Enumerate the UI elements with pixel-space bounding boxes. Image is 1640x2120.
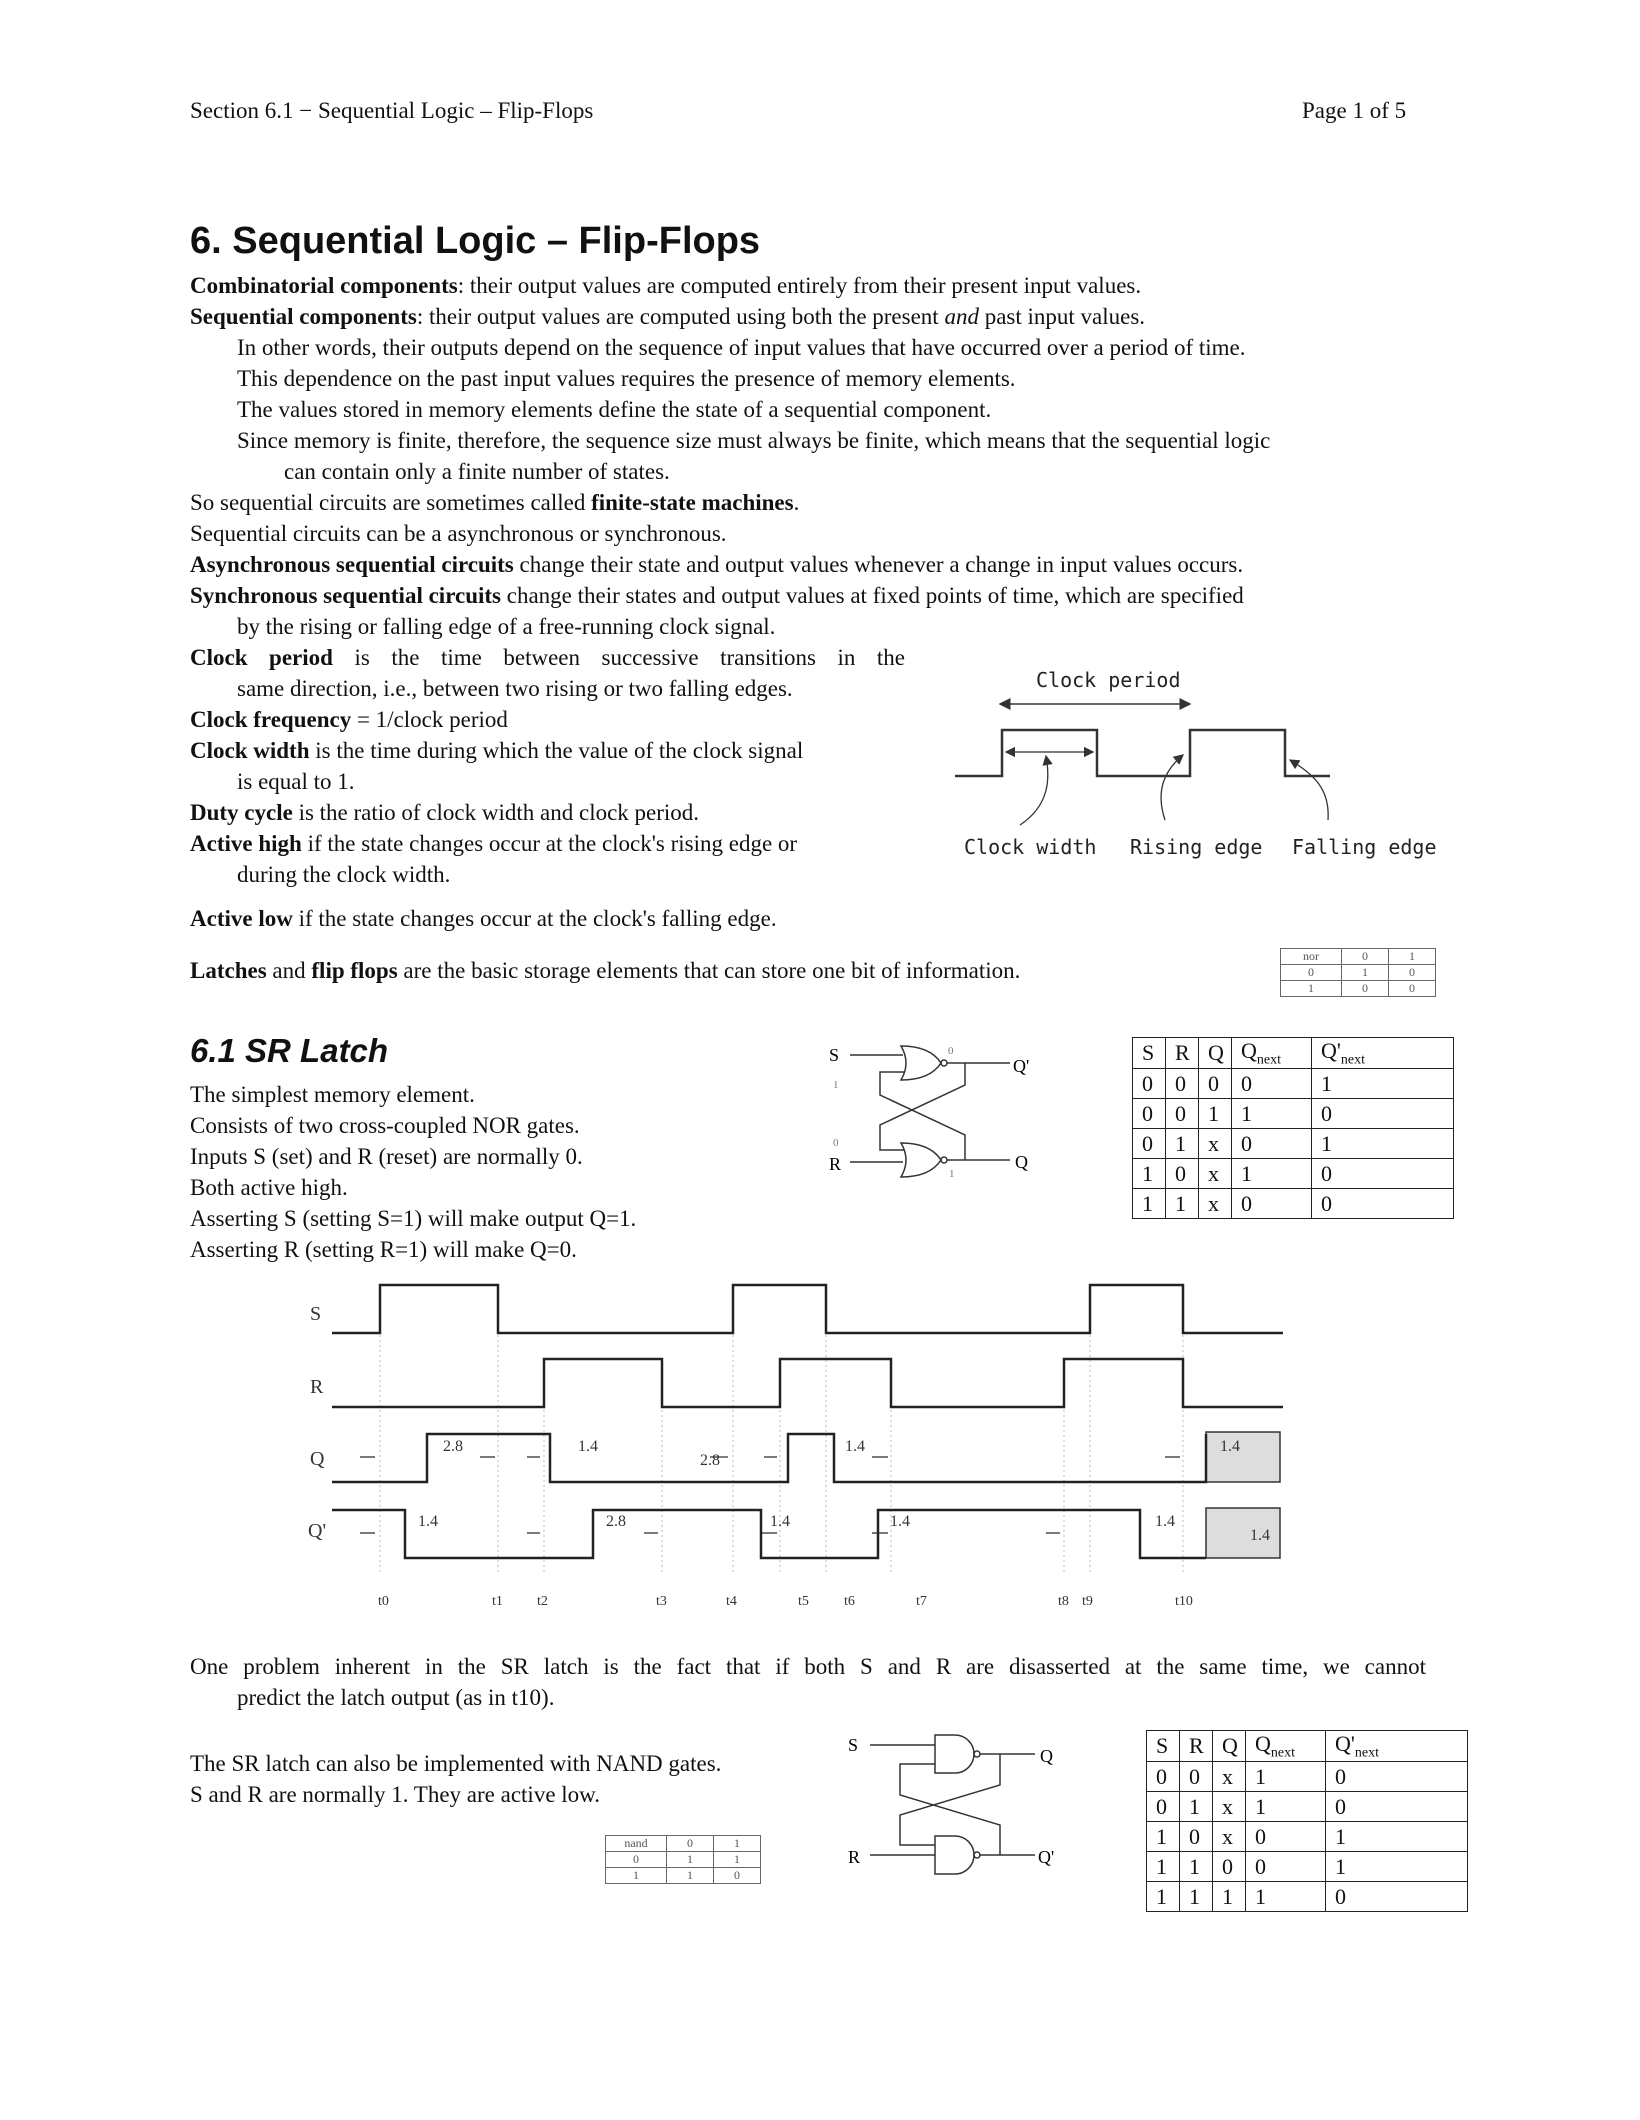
delay-label: 2.8 — [700, 1452, 720, 1469]
nor-bit-label: 1 — [833, 1079, 839, 1091]
active-low-def: Active low if the state changes occur at the clock's falling edge. — [190, 906, 777, 931]
clock-period-label: Clock period — [1036, 668, 1181, 692]
time-label: t10 — [1175, 1594, 1193, 1609]
nor-bit-label: 0 — [833, 1137, 839, 1149]
clock-width-def: Clock width is the time during which the value of the clock signal — [190, 738, 804, 763]
table-row: 0 0 1 1 0 — [1133, 1099, 1454, 1129]
nand-gate-top — [935, 1735, 974, 1773]
delay-label: 1.4 — [770, 1513, 790, 1530]
rising-edge-label: Rising edge — [1130, 835, 1263, 859]
s-waveform — [332, 1285, 1283, 1333]
clock-period-def: Clock period is the time between successive transitions in the — [190, 645, 905, 670]
table-row: 0 1 x 1 0 — [1147, 1792, 1468, 1822]
falling-edge-label: Falling edge — [1292, 835, 1437, 859]
time-label: t8 — [1058, 1594, 1069, 1609]
intro-line: Sequential circuits can be a asynchronous or synchronous. — [190, 521, 727, 546]
nand-description — [190, 1748, 721, 1810]
nand-line: The SR latch can also be implemented with NAND gates. — [190, 1751, 722, 1776]
latches-sentence: Latches and flip flops are the basic storage elements that can store one bit of information. — [190, 958, 1021, 983]
time-label: t3 — [656, 1594, 667, 1609]
sr-line: Inputs S (set) and R (reset) are normally 0. — [190, 1144, 583, 1169]
intro-line: Asynchronous sequential circuits change their state and output values whenever a change in input values occurs. — [190, 552, 1244, 577]
table-row: 0 1 x 0 1 — [1133, 1129, 1454, 1159]
nand-latch-circuit — [840, 1730, 1080, 1880]
delay-label: 1.4 — [1155, 1513, 1175, 1530]
signal-label: S — [310, 1303, 322, 1325]
r-waveform — [332, 1359, 1283, 1407]
table-header: S R Q $Q_{next}$ $Q'_{next}$ — [1147, 1731, 1468, 1762]
nand-q-label: Q — [1040, 1746, 1053, 1766]
nor-bit-label: 0 — [948, 1045, 954, 1057]
sr-line: Consists of two cross-coupled NOR gates. — [190, 1113, 580, 1138]
nand-qp-label: Q' — [1038, 1847, 1055, 1867]
timing-diagram — [300, 1275, 1300, 1615]
nor-truth-table: nor 0 1 0 1 0 1 0 0 — [1280, 948, 1436, 997]
running-header: Section 6.1 − Sequential Logic – Flip-Flops — [190, 98, 594, 123]
nor-bit-label: 1 — [949, 1168, 955, 1180]
delay-label: 2.8 — [443, 1438, 463, 1455]
table-row: 1 1 x 0 0 — [1133, 1189, 1454, 1219]
nor-gate-top — [901, 1046, 941, 1080]
table-header: S R Q $Q_{next}$ $Q'_{next}$ — [1133, 1038, 1454, 1069]
time-label: t7 — [916, 1594, 927, 1609]
nor-latch-circuit — [815, 1040, 1055, 1190]
time-label: t9 — [1082, 1594, 1093, 1609]
intro-line: by the rising or falling edge of a free-running clock signal. — [237, 614, 776, 639]
delay-label: 1.4 — [418, 1513, 438, 1530]
rising-edge-pointer — [1161, 755, 1183, 820]
problem-line: One problem inherent in the SR latch is the fact that if both S and R are disasserted at the same time, we cannot — [190, 1654, 1426, 1679]
delay-label: 1.4 — [1250, 1527, 1270, 1544]
nand-line: S and R are normally 1. They are active low. — [190, 1782, 601, 1807]
nor-s-label: S — [829, 1045, 840, 1065]
clock-width-def-cont: is equal to 1. — [237, 769, 355, 794]
table-row: 1 1 0 0 1 — [1147, 1852, 1468, 1882]
falling-edge-pointer — [1290, 760, 1328, 820]
active-high-def-cont: during the clock width. — [237, 862, 451, 887]
nor-qp-label: Q' — [1013, 1056, 1030, 1076]
table-row: 0 0 0 0 1 — [1133, 1069, 1454, 1099]
problem-line: predict the latch output (as in t10). — [237, 1685, 555, 1710]
clock-width-label: Clock width — [964, 835, 1097, 859]
nand-r-label: R — [848, 1847, 861, 1867]
section-heading-sr-latch: 6.1 SR Latch — [190, 1032, 389, 1069]
nand-gate-bottom — [935, 1836, 974, 1874]
delay-label: 1.4 — [845, 1438, 865, 1455]
intro-line: The values stored in memory elements define the state of a sequential component. — [237, 397, 992, 422]
duty-cycle-def: Duty cycle is the ratio of clock width and clock period. — [190, 800, 700, 825]
sr-line: The simplest memory element. — [190, 1082, 475, 1107]
intro-line: Synchronous sequential circuits change their states and output values at fixed points of time, which are specified — [190, 583, 1244, 608]
intro-line: Combinatorial components: their output values are computed entirely from their present input values. — [190, 273, 1142, 298]
clock-frequency-def: Clock frequency = 1/clock period — [190, 707, 508, 732]
signal-label: Q — [310, 1448, 325, 1470]
nor-q-label: Q — [1015, 1152, 1028, 1172]
time-label: t2 — [537, 1594, 548, 1609]
delay-label: 1.4 — [1220, 1438, 1240, 1455]
time-label: t1 — [492, 1594, 503, 1609]
intro-section — [190, 270, 1430, 642]
table-row: 1 0 x 1 0 — [1133, 1159, 1454, 1189]
nor-gate-bottom — [901, 1143, 941, 1177]
intro-line: In other words, their outputs depend on the sequence of input values that have occurred over a period of time. — [237, 335, 1246, 360]
signal-label: R — [310, 1376, 324, 1398]
table-row: 0 0 x 1 0 — [1147, 1762, 1468, 1792]
active-high-def: Active high if the state changes occur at the clock's rising edge or — [190, 831, 798, 856]
sr-line: Asserting R (setting R=1) will make Q=0. — [190, 1237, 577, 1262]
delay-label: 1.4 — [578, 1438, 598, 1455]
intro-line: Since memory is finite, therefore, the sequence size must always be finite, which means that the sequential logic — [237, 428, 1271, 453]
clock-period-def-cont: same direction, i.e., between two rising or two falling edges. — [237, 676, 793, 701]
sr-description — [190, 1079, 636, 1265]
clock-waveform — [955, 730, 1330, 776]
qp-waveform — [332, 1510, 1206, 1558]
intro-line: can contain only a finite number of states. — [284, 459, 670, 484]
nand-s-label: S — [848, 1735, 859, 1755]
sr-line: Asserting S (setting S=1) will make output Q=1. — [190, 1206, 637, 1231]
clock-diagram — [940, 660, 1437, 880]
clock-width-pointer — [1020, 756, 1048, 825]
delay-label: 1.4 — [890, 1513, 910, 1530]
indeterminate-q-region — [1206, 1432, 1280, 1482]
delay-label: 2.8 — [606, 1513, 626, 1530]
sr-line: Both active high. — [190, 1175, 348, 1200]
table-row: 1 0 x 0 1 — [1147, 1822, 1468, 1852]
sr-nor-truth-table — [1132, 1037, 1454, 1219]
time-label: t5 — [798, 1594, 809, 1609]
time-label: t6 — [844, 1594, 855, 1609]
time-label: t0 — [378, 1594, 389, 1609]
intro-line: So sequential circuits are sometimes called finite-state machines. — [190, 490, 800, 515]
page-title: 6. Sequential Logic – Flip-Flops — [190, 220, 761, 262]
q-waveform — [332, 1434, 1206, 1482]
signal-label: Q' — [308, 1520, 327, 1542]
clock-definitions — [190, 642, 905, 934]
page-number: Page 1 of 5 — [1302, 98, 1407, 123]
intro-line: This dependence on the past input values requires the presence of memory elements. — [237, 366, 1016, 391]
problem-paragraph — [190, 1651, 1426, 1713]
sr-nand-truth-table — [1146, 1730, 1468, 1912]
nand-truth-table: nand 0 1 0 1 1 1 1 0 — [605, 1835, 761, 1884]
table-row: 1 1 1 1 0 — [1147, 1882, 1468, 1912]
time-label: t4 — [726, 1594, 737, 1609]
intro-line: Sequential components: their output values are computed using both the present and past input values. — [190, 304, 1146, 329]
nor-r-label: R — [829, 1154, 842, 1174]
